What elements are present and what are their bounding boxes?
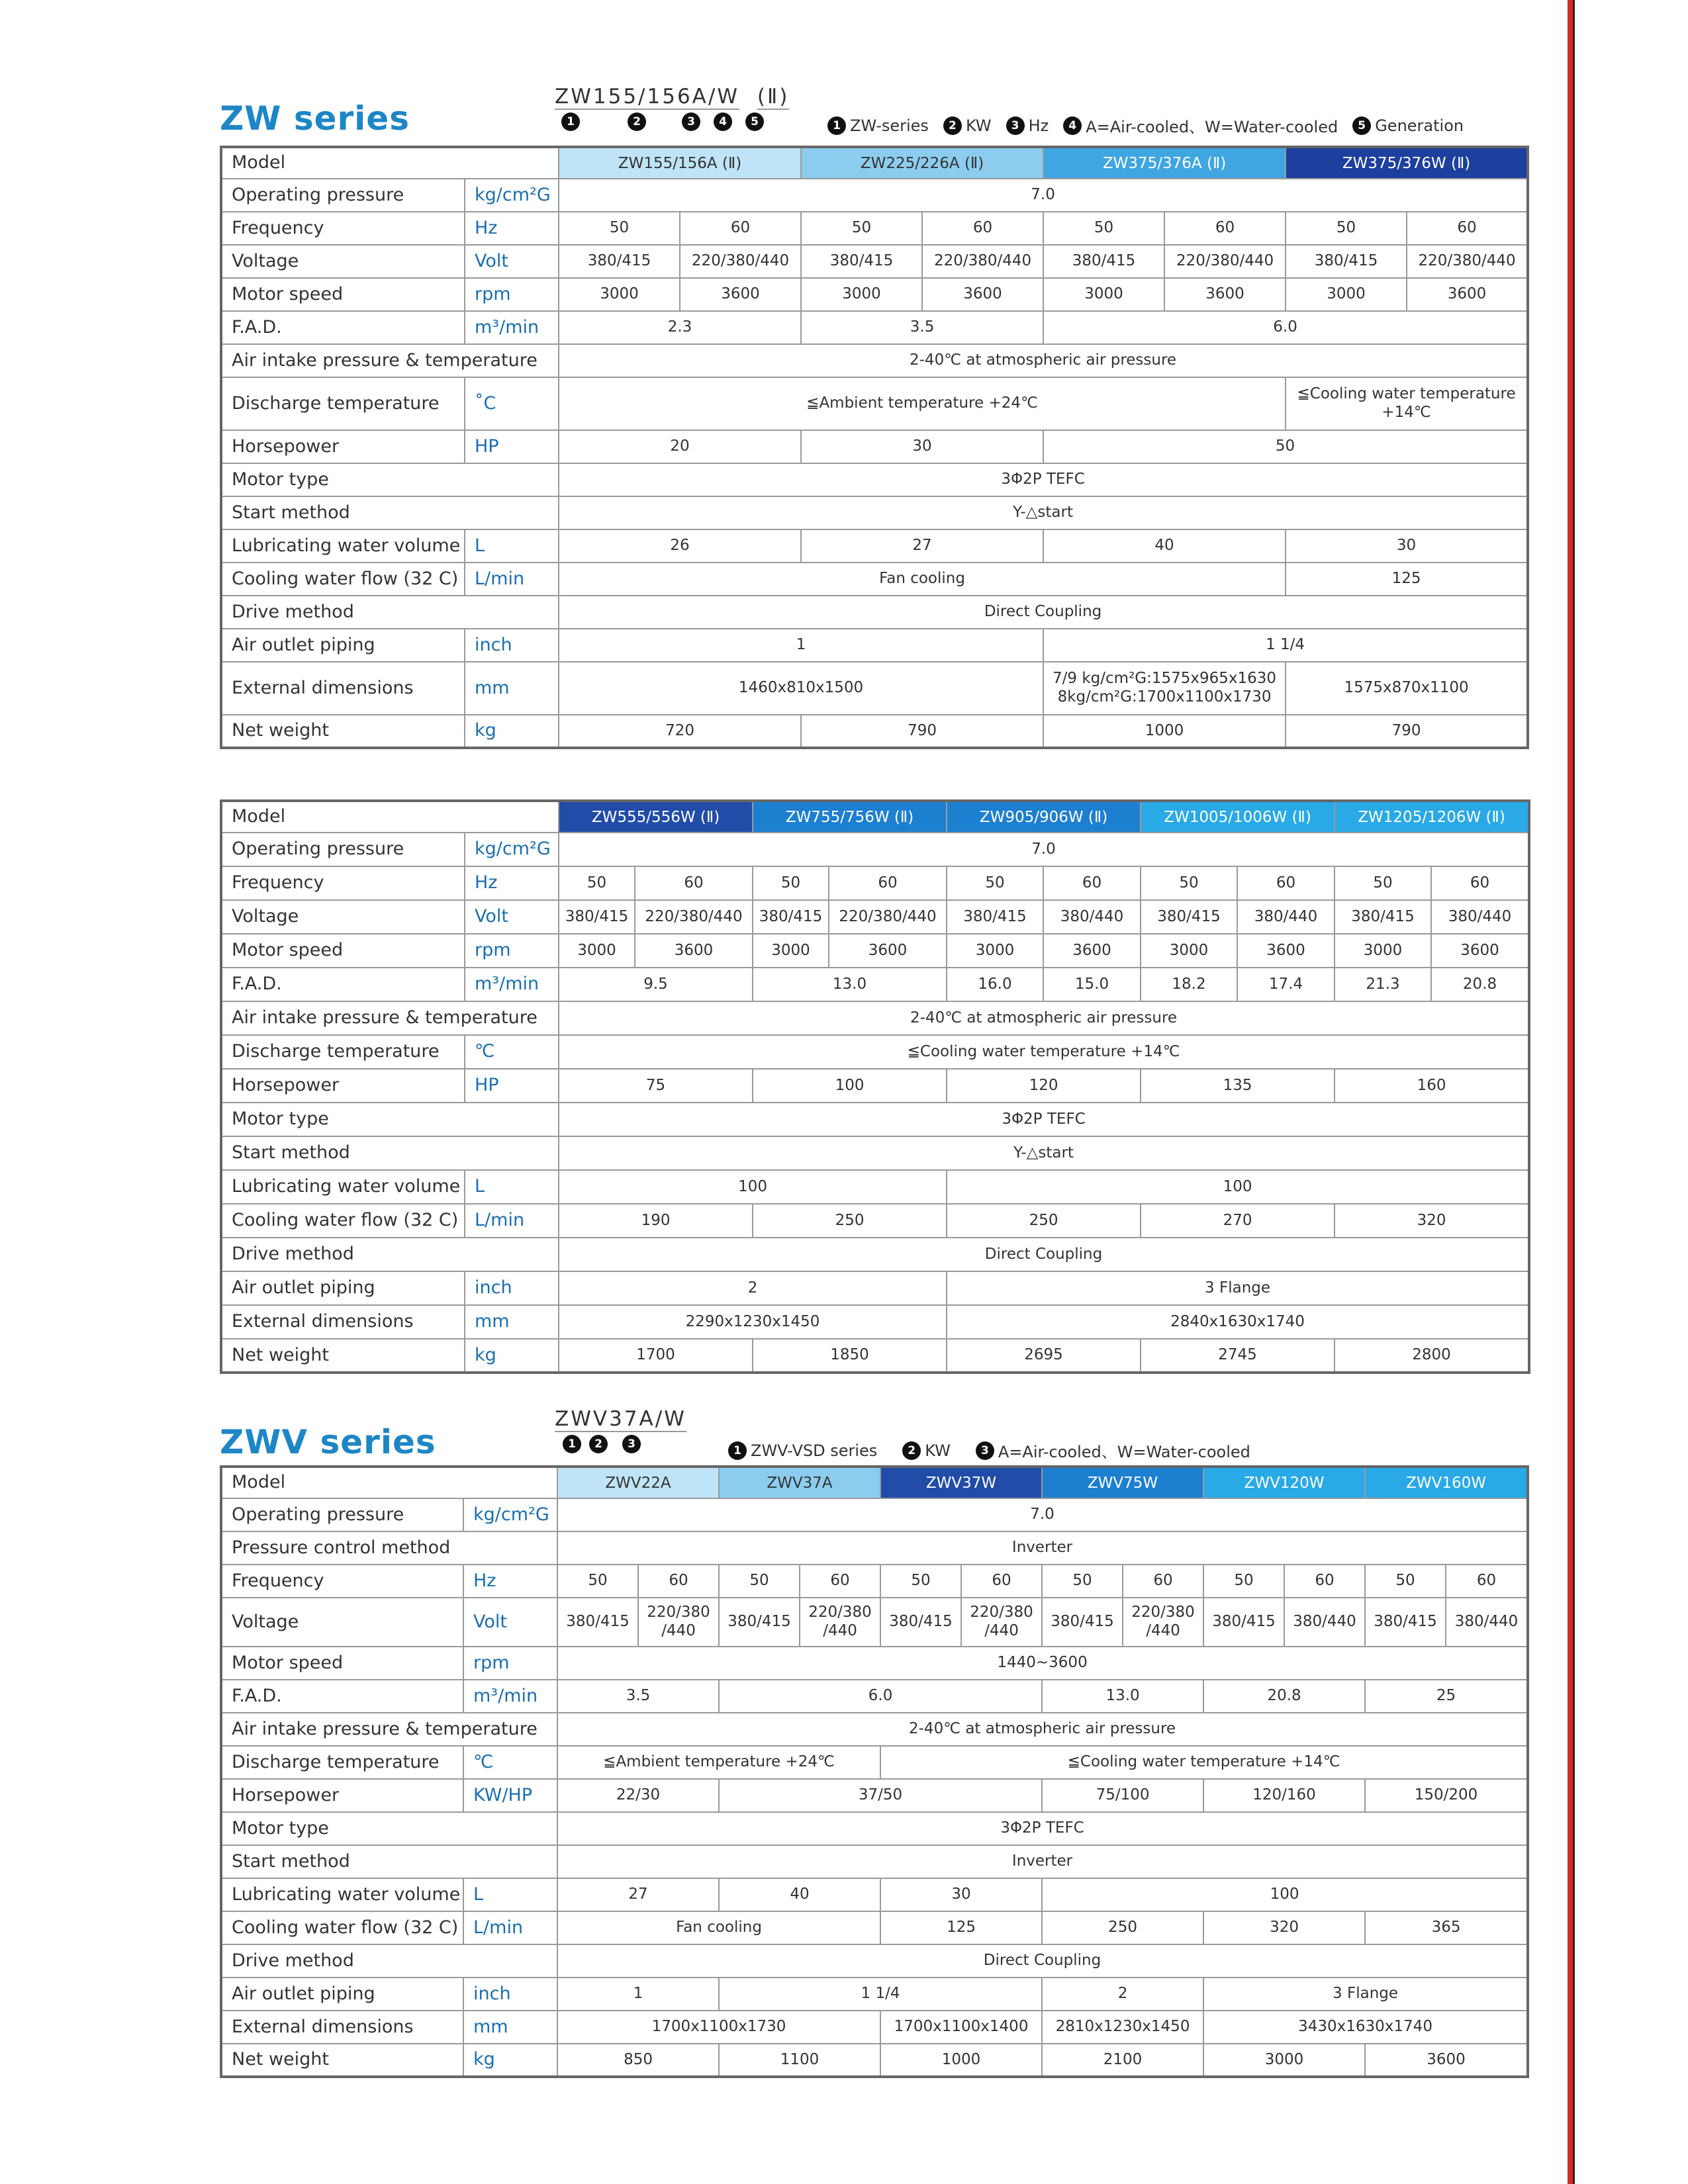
- table-row: Discharge temperature ℃ ≦Ambient temperature +24℃ ≦Cooling water temperature +14℃: [221, 1746, 1528, 1779]
- model-header: ZWV75W: [1042, 1467, 1203, 1498]
- table-row: Air outlet piping inch 1 1 1/4 2 3 Flange: [221, 1978, 1528, 2011]
- legend-item: 2 KW: [943, 116, 992, 135]
- table-row: Net weight kg 850 1100 1000 2100 3000 3600: [221, 2044, 1528, 2077]
- table-row: Drive method Direct Coupling: [221, 1944, 1528, 1978]
- model-header: ZW905/906W (Ⅱ): [947, 801, 1141, 833]
- code-marker-4: 4: [714, 113, 732, 131]
- table-row: Voltage Volt 380/415 220/380 /440 380/415 220/380 /440 380/415 220/380 /440 380/415 220/380 /440 380/415 380/440 380/415 380/440: [221, 1598, 1528, 1647]
- model-header: ZW555/556W (Ⅱ): [559, 801, 753, 833]
- table-row: Pressure control method Inverter: [221, 1531, 1528, 1565]
- model-header: ZW755/756W (Ⅱ): [753, 801, 947, 833]
- table-row: F.A.D. m³/min 2.3 3.5 6.0: [221, 311, 1528, 344]
- legend-item: 3 Hz: [1006, 116, 1049, 135]
- model-header: ZWV120W: [1203, 1467, 1365, 1498]
- table-row: Net weight kg 720 790 1000 790: [221, 715, 1528, 748]
- table-row: Frequency Hz 50 60 50 60 50 60 50 60 50 60 50 60: [221, 1565, 1528, 1598]
- zw-spec-table-1: [220, 146, 1529, 749]
- table-row: [221, 1467, 1528, 1498]
- table-row: Air intake pressure & temperature 2-40℃ at atmospheric air pressure: [221, 1001, 1529, 1035]
- code-marker-2: 2: [628, 113, 646, 131]
- table-row: Frequency Hz 50 60 50 60 50 60 50 60: [221, 212, 1528, 245]
- model-label: Model: [221, 801, 559, 833]
- model-header: ZWV37A: [719, 1467, 880, 1498]
- table-row: Operating pressure kg/cm²G 7.0: [221, 1498, 1528, 1531]
- table-row: Motor type 3Φ2P TEFC: [221, 463, 1528, 496]
- legend-item: 2 KW: [902, 1441, 951, 1460]
- zwv-code-legend: [728, 1439, 1265, 1462]
- model-label: Model: [221, 147, 559, 179]
- table-row: Lubricating water volume L 26 27 40 30: [221, 529, 1528, 563]
- legend-item: 5 Generation: [1352, 116, 1464, 135]
- table-row: Motor speed rpm 3000 3600 3000 3600 3000 3600 3000 3600 3000 3600: [221, 934, 1529, 968]
- code-marker-1: 1: [561, 113, 580, 131]
- zwv-series-title: ZWV series: [220, 1423, 436, 1461]
- zwv-model-code-diagram: [555, 1407, 686, 1453]
- code-marker-2: 2: [589, 1435, 608, 1453]
- table-row: Air outlet piping inch 1 1 1/4: [221, 629, 1528, 662]
- model-header: ZWV160W: [1365, 1467, 1528, 1498]
- zw-model-code-suffix: (Ⅱ): [757, 85, 790, 109]
- table-row: Motor speed rpm 3000 3600 3000 3600 3000 3600 3000 3600: [221, 278, 1528, 311]
- model-label: Model: [221, 1467, 557, 1498]
- code-marker-3: 3: [622, 1435, 641, 1453]
- legend-item: 1 ZWV-VSD series: [728, 1441, 877, 1460]
- table-row: Start method Y-△start: [221, 496, 1528, 529]
- code-marker-1: 1: [563, 1435, 581, 1453]
- table-row: Operating pressure kg/cm²G 7.0: [221, 179, 1528, 212]
- table-row: Discharge temperature ˚C ≦Ambient temperature +24℃ ≦Cooling water temperature +14℃: [221, 377, 1528, 430]
- table-row: Start method Y-△start: [221, 1136, 1529, 1170]
- model-header: ZW225/226A (Ⅱ): [801, 147, 1043, 179]
- model-header: ZWV37W: [880, 1467, 1042, 1498]
- table-row: Air intake pressure & temperature 2-40℃ at atmospheric air pressure: [221, 1713, 1528, 1746]
- table-row: Start method Inverter: [221, 1845, 1528, 1878]
- table-row: Frequency Hz 50 60 50 60 50 60 50 60 50 60: [221, 866, 1529, 900]
- table-row: Motor type 3Φ2P TEFC: [221, 1812, 1528, 1845]
- model-header: ZW375/376A (Ⅱ): [1043, 147, 1286, 179]
- table-row: Horsepower KW/HP 22/30 37/50 75/100 120/160 150/200: [221, 1779, 1528, 1812]
- table-row: Net weight kg 1700 1850 2695 2745 2800: [221, 1339, 1529, 1373]
- zw-code-legend: [827, 114, 1478, 137]
- zwv-spec-table: [220, 1465, 1529, 2078]
- table-row: Motor speed rpm 1440~3600: [221, 1647, 1528, 1680]
- legend-item: 4 A=Air-cooled、W=Water-cooled: [1063, 114, 1338, 137]
- table-row: Lubricating water volume L 27 40 30 100: [221, 1878, 1528, 1911]
- table-row: Cooling water flow (32 C) L/min Fan cooling 125: [221, 563, 1528, 596]
- zwv-model-code: ZWV37A/W: [555, 1407, 686, 1431]
- table-row: Operating pressure kg/cm²G 7.0: [221, 833, 1529, 866]
- zw-series-title: ZW series: [220, 99, 410, 138]
- dimension-cell-split: 7/9 kg/cm²G:1575x965x1630 8kg/cm²G:1700x1100x1730: [1043, 662, 1286, 715]
- table-row: Horsepower HP 20 30 50: [221, 430, 1528, 463]
- table-row: Cooling water flow (32 C) L/min Fan cooling 125 250 320 365: [221, 1911, 1528, 1944]
- page-edge-red-rule: [1568, 0, 1573, 2184]
- table-row: Cooling water flow (32 C) L/min 190 250 250 270 320: [221, 1204, 1529, 1238]
- model-header: ZWV22A: [557, 1467, 719, 1498]
- model-header: ZW155/156A (Ⅱ): [559, 147, 801, 179]
- legend-item: 3 A=Air-cooled、W=Water-cooled: [976, 1439, 1250, 1462]
- table-row: External dimensions mm 1460x810x1500 7/9 kg/cm²G:1575x965x1630 8kg/cm²G:1700x1100x1730 1575x870x1100: [221, 662, 1528, 715]
- code-marker-3: 3: [682, 113, 700, 131]
- table-row: Air outlet piping inch 2 3 Flange: [221, 1271, 1529, 1305]
- table-row: Air intake pressure & temperature 2-40℃ at atmospheric air pressure: [221, 344, 1528, 377]
- table-row: F.A.D. m³/min 9.5 13.0 16.0 15.0 18.2 17.4 21.3 20.8: [221, 968, 1529, 1001]
- zw-spec-table-2: [220, 799, 1530, 1374]
- table-row: Motor type 3Φ2P TEFC: [221, 1103, 1529, 1136]
- table-row: Drive method Direct Coupling: [221, 596, 1528, 629]
- table-row: Lubricating water volume L 100 100: [221, 1170, 1529, 1204]
- model-header: ZW1005/1006W (Ⅱ): [1141, 801, 1335, 833]
- table-row: Horsepower HP 75 100 120 135 160: [221, 1069, 1529, 1103]
- model-header: ZW375/376W (Ⅱ): [1286, 147, 1528, 179]
- table-row: External dimensions mm 2290x1230x1450 2840x1630x1740: [221, 1305, 1529, 1339]
- table-row: Discharge temperature ℃ ≦Cooling water temperature +14℃: [221, 1035, 1529, 1069]
- table-row: [221, 801, 1529, 833]
- legend-item: 1 ZW-series: [827, 116, 929, 135]
- table-row: Voltage Volt 380/415 220/380/440 380/415 220/380/440 380/415 220/380/440 380/415 220/380/440: [221, 245, 1528, 278]
- table-row: Voltage Volt 380/415 220/380/440 380/415 220/380/440 380/415 380/440 380/415 380/440 380/415 380/440: [221, 900, 1529, 934]
- code-marker-5: 5: [745, 113, 764, 131]
- table-row: [221, 147, 1528, 179]
- page-edge-dark-rule: [1573, 0, 1575, 2184]
- zw-model-code-diagram: [555, 85, 789, 131]
- table-row: External dimensions mm 1700x1100x1730 1700x1100x1400 2810x1230x1450 3430x1630x1740: [221, 2011, 1528, 2044]
- zw-model-code: ZW155/156A/W: [555, 85, 739, 109]
- table-row: Drive method Direct Coupling: [221, 1238, 1529, 1271]
- table-row: F.A.D. m³/min 3.5 6.0 13.0 20.8 25: [221, 1680, 1528, 1713]
- model-header: ZW1205/1206W (Ⅱ): [1335, 801, 1529, 833]
